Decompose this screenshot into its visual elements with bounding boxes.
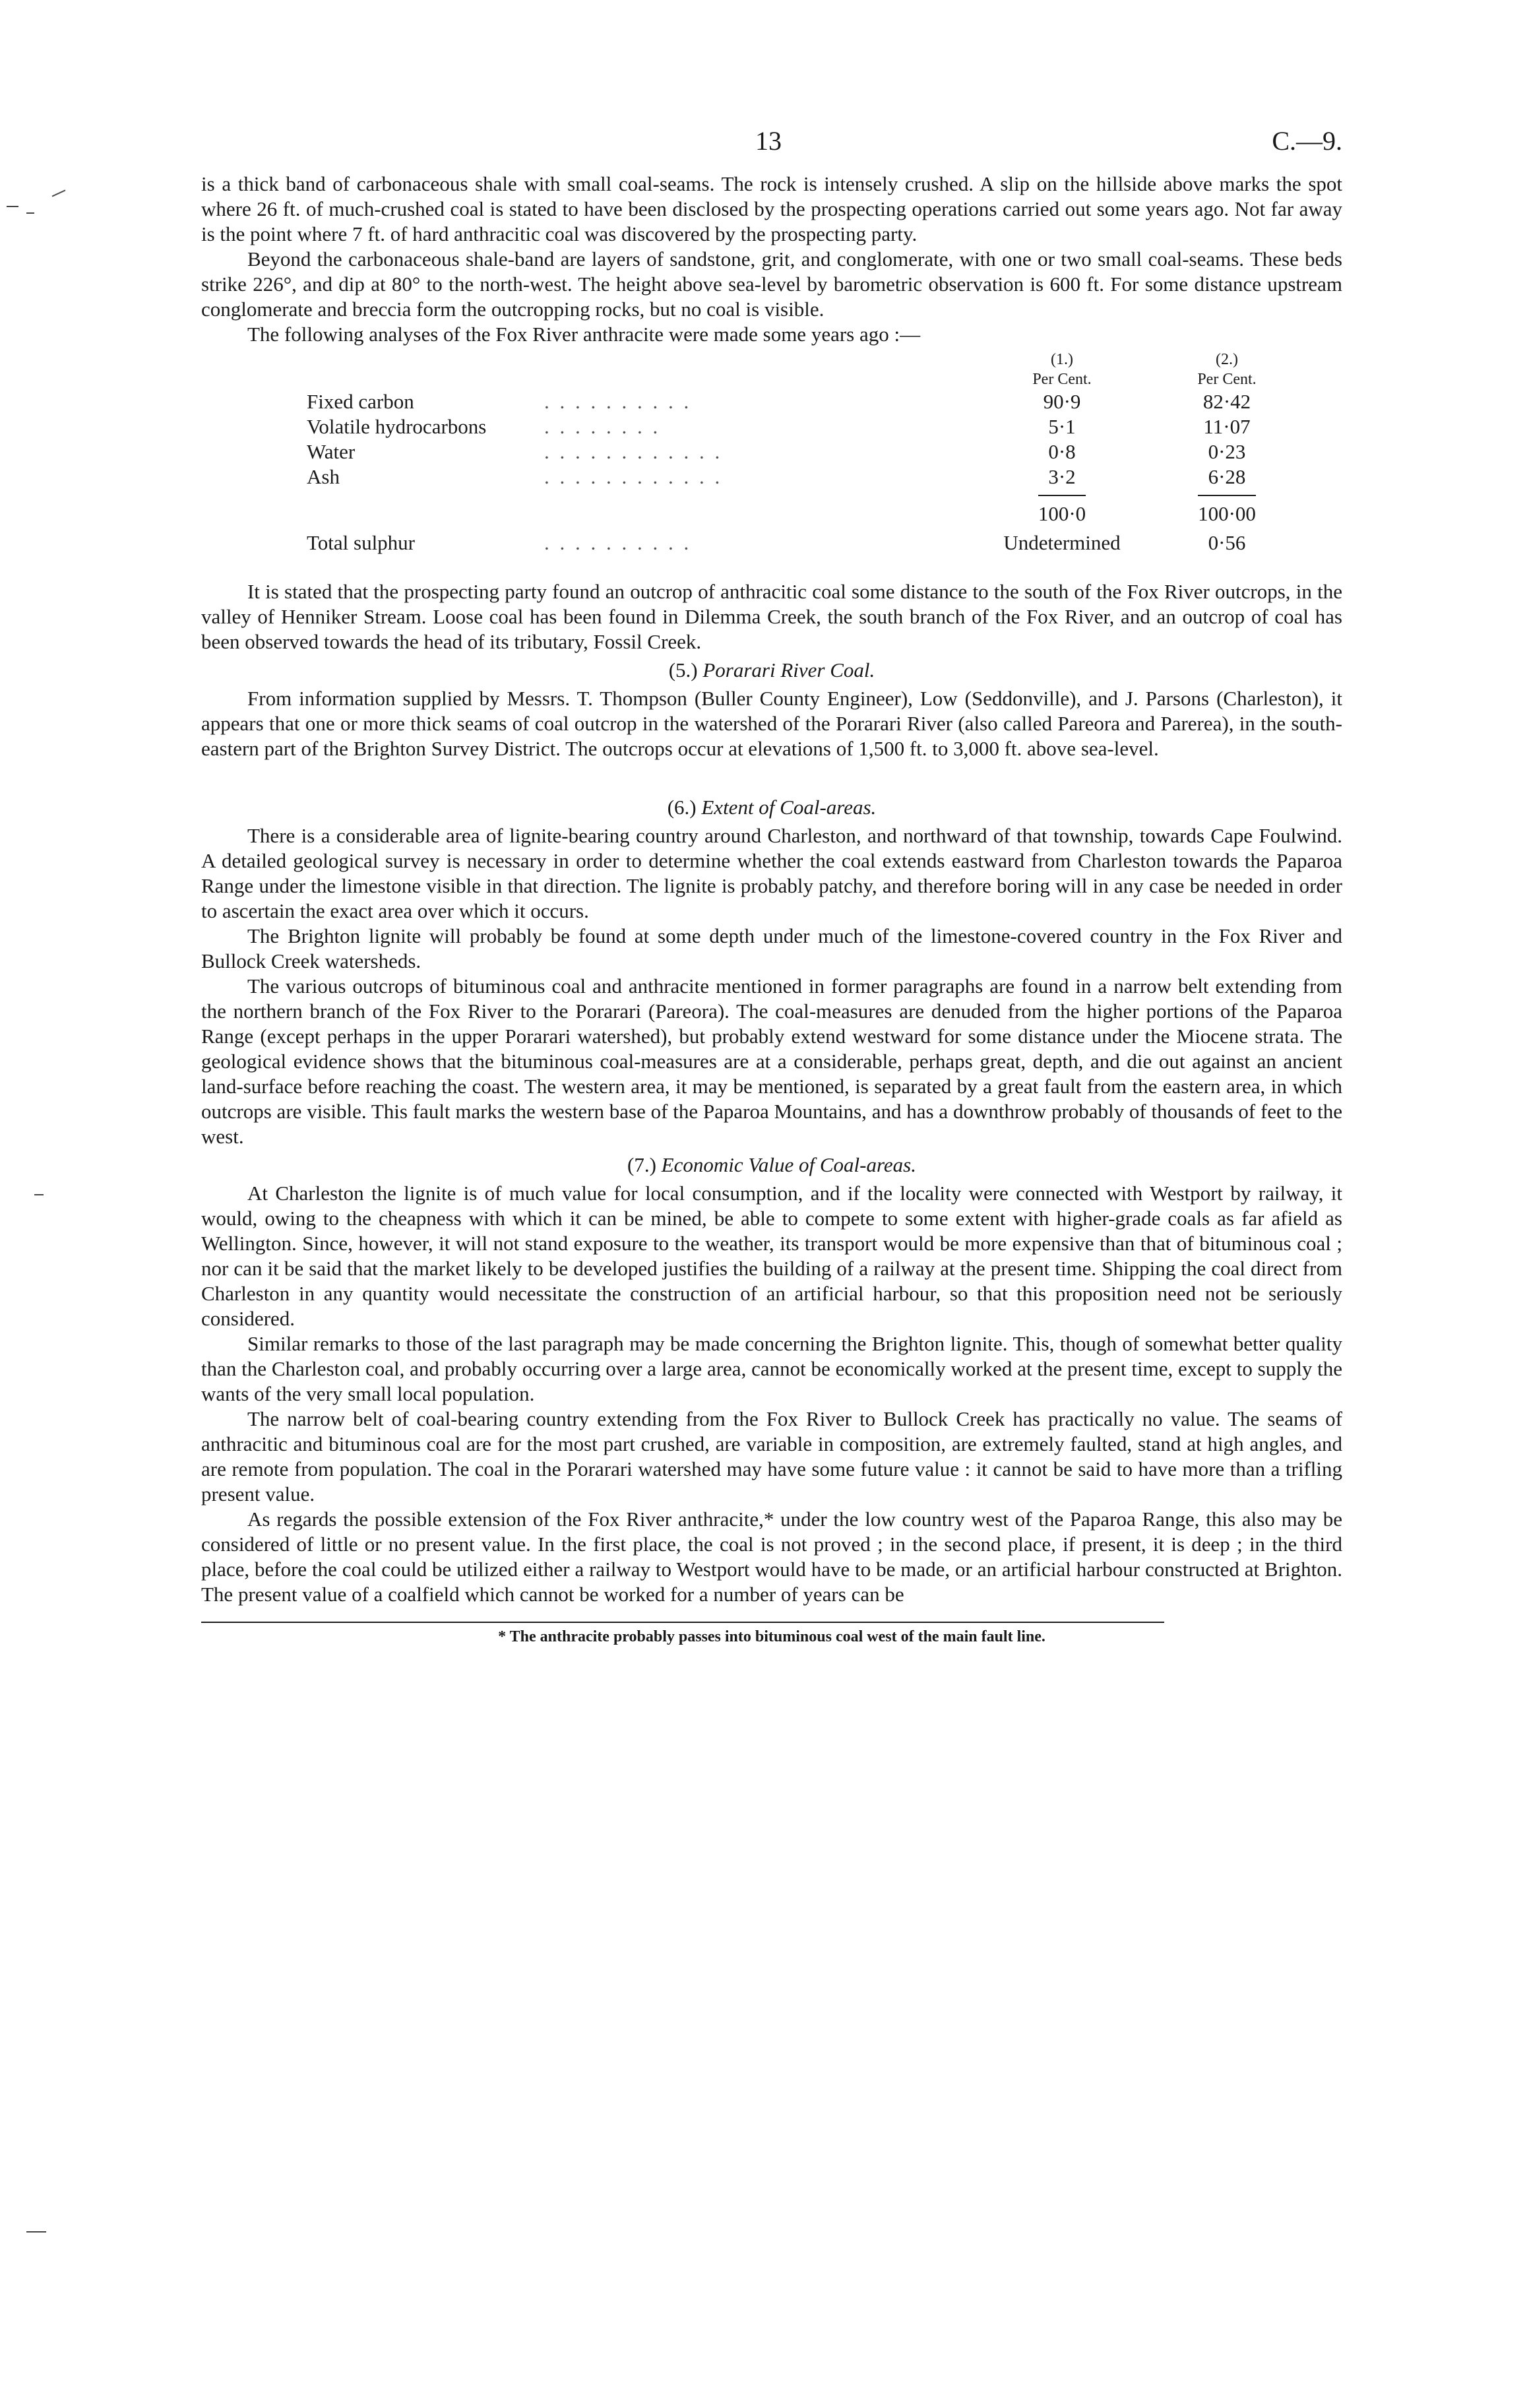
section-heading — [201, 1152, 1342, 1178]
section-title: Porarari River Coal. — [702, 658, 875, 681]
row-label: Water — [307, 440, 356, 463]
cell-value: 90·9 — [1043, 390, 1081, 413]
table-row — [307, 439, 1309, 464]
total-value: 100·00 — [1198, 495, 1256, 526]
paragraph: It is stated that the prospecting party found an outcrop of anthracitic coal some distance to the south of the Fox River outcrops, in the valley of Henniker Stream. Loose coal has been found in Dilemma Creek, the south branch of the Fox River, and an outcrop of coal has been observed towards the head of its tributary, Fossil Creek. — [201, 580, 1342, 653]
column-header: (1.) — [1051, 351, 1073, 368]
footnote-divider — [201, 1622, 1164, 1623]
cell-value: 5·1 — [1048, 415, 1076, 438]
table-total-row — [307, 490, 1309, 526]
margin-mark — [52, 189, 66, 197]
table-row — [307, 526, 1309, 555]
column-unit: Per Cent. — [1197, 371, 1257, 388]
margin-mark — [26, 2231, 46, 2233]
margin-mark — [7, 206, 18, 207]
cell-value: 11·07 — [1203, 415, 1251, 438]
footnote: * The anthracite probably passes into bituminous coal west of the main fault line. — [498, 1628, 1045, 1645]
section-title: Economic Value of Coal-areas. — [661, 1153, 916, 1176]
cell-value: 0·56 — [1208, 531, 1246, 554]
table-unit-row — [307, 369, 1309, 389]
cell-value: 0·8 — [1048, 440, 1076, 463]
cell-value: 82·42 — [1202, 390, 1251, 413]
paragraph: At Charleston the lignite is of much value for local consumption, and if the locality were connected with Westport by railway, it would, owing to the cheapness with which it can be mined, be able to compete to some extent with higher-grade coals as far afield as Wellington. Since, however, it will not stand exposure to the weather, its transport would be more expensive than that of bituminous coal ; nor can it be said that the market likely to be developed justifies the building of a railway at the present time. Shipping the coal direct from Charleston in any quantity would necessitate the construction of an artificial harbour, so that this proposition need not be seriously considered. — [201, 1182, 1342, 1330]
table-row — [307, 414, 1309, 439]
cell-value: 0·23 — [1208, 440, 1246, 463]
document-reference: C.—9. — [1272, 126, 1342, 156]
body-text — [201, 172, 1342, 1607]
leader-dots: . . . . . . . . . . . . — [544, 465, 723, 488]
paragraph: Beyond the carbonaceous shale-band are layers of sandstone, grit, and conglomerate, with one or two small coal-seams. These beds strike 226°, and dip at 80° to the north-west. The height above sea-level by barometric observation is 600 ft. For some distance upstream conglomerate and breccia form the outcropping rocks, but no coal is visible. — [201, 247, 1342, 321]
cell-value: Undetermined — [1003, 531, 1121, 554]
page-number: 13 — [755, 126, 782, 156]
column-unit: Per Cent. — [1032, 371, 1092, 388]
row-label: Volatile hydrocarbons — [307, 415, 487, 438]
section-number: (7.) — [627, 1153, 656, 1176]
paragraph: is a thick band of carbonaceous shale with small coal-seams. The rock is intensely crushed. A slip on the hillside above marks the spot where 26 ft. of much-crushed coal is stated to have been disclosed by the prospecting operations carried out some years ago. Not far away is the point where 7 ft. of hard anthracitic coal was discovered by the prospecting party. — [201, 172, 1342, 245]
leader-dots: . . . . . . . . . . — [544, 390, 692, 413]
table-row — [307, 464, 1309, 490]
page-header — [201, 125, 1342, 172]
paragraph: The following analyses of the Fox River anthracite were made some years ago :— — [247, 323, 921, 346]
paragraph: There is a considerable area of lignite-bearing country around Charleston, and northward of that township, towards Cape Foulwind. A detailed geological survey is necessary in order to determine whether the coal extends eastward from Charleston towards the Paparoa Range under the limestone visible in that direction. The lignite is probably patchy, and therefore boring will in any case be needed in order to ascertain the exact area over which it occurs. — [201, 824, 1342, 922]
row-label: Ash — [307, 465, 340, 488]
paragraph: Similar remarks to those of the last paragraph may be made concerning the Brighton lignite. This, though of somewhat better quality than the Charleston coal, and probably occurring over a large area, cannot be economically worked at the present time, except to supply the wants of the very small local population. — [201, 1332, 1342, 1405]
cell-value: 6·28 — [1208, 465, 1246, 488]
section-heading — [201, 794, 1342, 821]
leader-dots: . . . . . . . . . . . . — [544, 440, 723, 463]
margin-mark — [26, 212, 34, 214]
section-heading — [201, 657, 1342, 683]
paragraph: As regards the possible extension of the Fox River anthracite,* under the low country west of the Paparoa Range, this also may be considered of little or no present value. In the first place, the coal is not proved ; in the second place, if present, it is deep ; in the third place, before the coal could be utilized either a railway to Westport would have to be made, or an artificial harbour constructed at Brighton. The present value of a coalfield which cannot be worked for a number of years can be — [201, 1507, 1342, 1606]
paragraph: The narrow belt of coal-bearing country extending from the Fox River to Bullock Creek has practically no value. The seams of anthracitic and bituminous coal are for the most part crushed, are variable in composition, are extremely faulted, stand at high angles, and are remote from population. The coal in the Porarari watershed may have some future value : it cannot be said to have more than a trifling present value. — [201, 1407, 1342, 1505]
row-label: Total sulphur — [307, 531, 416, 554]
leader-dots: . . . . . . . . — [544, 415, 661, 438]
leader-dots: . . . . . . . . . . — [544, 531, 692, 554]
paragraph: The Brighton lignite will probably be found at some depth under much of the limestone-covered country in the Fox River and Bullock Creek watersheds. — [201, 924, 1342, 972]
section-number: (5.) — [668, 658, 698, 681]
analysis-table — [307, 350, 1309, 555]
table-row — [307, 389, 1309, 414]
total-value: 100·0 — [1038, 495, 1086, 526]
row-label: Fixed carbon — [307, 390, 414, 413]
paragraph: From information supplied by Messrs. T. Thompson (Buller County Engineer), Low (Seddonville), and J. Parsons (Charleston), it appears that one or more thick seams of coal outcrop in the watershed of the Porarari River (also called Pareora and Parerea), in the south-eastern part of the Brighton Survey District. The outcrops occur at elevations of 1,500 ft. to 3,000 ft. above sea-level. — [201, 687, 1342, 760]
document-page — [201, 125, 1342, 1648]
table-header-row — [307, 350, 1309, 369]
section-title: Extent of Coal-areas. — [701, 796, 877, 819]
margin-mark — [34, 1194, 44, 1195]
paragraph: The various outcrops of bituminous coal and anthracite mentioned in former paragraphs are found in a narrow belt extending from the northern branch of the Fox River to the Porarari (Pareora). The coal-measures are denuded from the higher portions of the Paparoa Range (except perhaps in the upper Porarari watershed), but probably extend westward for some distance under the Miocene strata. The geological evidence shows that the bituminous coal-measures are at a considerable, perhaps great, depth, and die out against an ancient land-surface before reaching the coast. The western area, it may be mentioned, is separated by a great fault from the eastern area, in which outcrops are visible. This fault marks the western base of the Paparoa Mountains, and has a downthrow probably of thousands of feet to the west. — [201, 974, 1342, 1148]
section-number: (6.) — [667, 796, 697, 819]
column-header: (2.) — [1216, 351, 1238, 368]
cell-value: 3·2 — [1048, 465, 1076, 488]
